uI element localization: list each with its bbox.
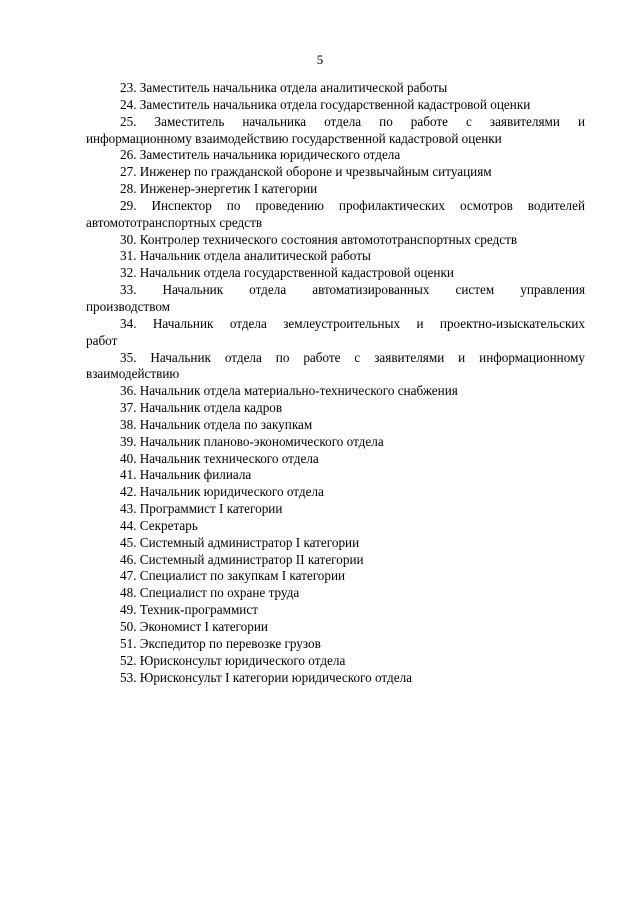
list-item (86, 602, 585, 619)
item-text-line2: автомототранспортных средств (86, 214, 263, 230)
list-item (86, 501, 585, 518)
list-item (86, 282, 585, 316)
item-number: 30. (120, 231, 137, 247)
list-item (86, 114, 585, 148)
item-text: Системный администратор I категории (139, 534, 360, 550)
list-item (86, 653, 585, 670)
list-item (86, 552, 585, 569)
list-item (86, 535, 585, 552)
item-number: 39. (120, 433, 137, 449)
item-text-line2: работ (86, 332, 118, 348)
list-item (86, 451, 585, 468)
item-text-line1: Начальник отдела землеустроительных и проектно-изыскательских (152, 315, 586, 331)
list-item (86, 198, 585, 232)
item-number: 44. (120, 517, 137, 533)
list-item (86, 484, 585, 501)
item-text-line1: Заместитель начальника отдела по работе с заявителями и (154, 113, 586, 129)
list-item (86, 80, 585, 97)
list-item (86, 568, 585, 585)
item-number: 51. (120, 635, 137, 651)
item-text: Экономист I категории (139, 619, 268, 634)
item-number: 43. (120, 501, 137, 517)
list-item (86, 97, 585, 114)
item-number: 48. (120, 585, 137, 601)
item-text: Техник-программист (139, 602, 258, 618)
list-item (86, 164, 585, 181)
list-item (86, 350, 585, 384)
item-first-line (86, 282, 585, 299)
page-number: 5 (316, 52, 324, 67)
item-number: 27. (120, 164, 137, 180)
item-number: 34. (120, 315, 137, 331)
item-text: Системный администратор II категории (139, 551, 364, 567)
list-item (86, 400, 585, 417)
item-number: 29. (120, 197, 137, 213)
item-text: Начальник технического отдела (139, 450, 319, 466)
list-item (86, 147, 585, 164)
item-first-line (86, 316, 585, 333)
item-text: Юрисконсульт юридического отдела (139, 652, 346, 668)
item-text: Начальник отдела аналитической работы (139, 248, 371, 264)
item-text: Программист I категории (139, 501, 283, 517)
list-item (86, 434, 585, 451)
item-number: 49. (120, 602, 137, 618)
list-item (86, 518, 585, 535)
list-item (86, 636, 585, 653)
item-number: 31. (120, 248, 137, 264)
item-text-line1: Начальник отдела автоматизированных систем управления (162, 282, 586, 298)
item-number: 45. (120, 534, 137, 550)
item-number: 41. (120, 467, 137, 483)
position-list (86, 80, 585, 686)
item-number: 33. (120, 282, 137, 298)
item-number: 36. (120, 383, 137, 399)
item-text: Начальник отдела государственной кадастровой оценки (139, 265, 454, 281)
item-first-line (86, 350, 585, 367)
item-text: Заместитель начальника юридического отдела (139, 147, 401, 163)
item-number: 38. (120, 416, 137, 432)
item-text: Специалист по охране труда (139, 585, 300, 601)
item-number: 53. (120, 669, 137, 685)
item-text-line1: Инспектор по проведению профилактических осмотров водителей (151, 197, 586, 213)
item-text: Начальник филиала (139, 467, 252, 483)
list-item (86, 383, 585, 400)
item-number: 50. (120, 619, 137, 634)
item-text: Начальник юридического отдела (139, 484, 324, 500)
item-number: 23. (120, 80, 137, 95)
list-item (86, 417, 585, 434)
item-text: Юрисконсульт I категории юридического отдела (139, 669, 413, 685)
item-text: Начальник отдела по закупкам (139, 416, 313, 432)
item-number: 42. (120, 484, 137, 500)
item-first-line (86, 114, 585, 131)
item-number: 46. (120, 551, 137, 567)
item-text: Начальник планово-экономического отдела (139, 433, 384, 449)
item-text: Начальник отдела кадров (139, 400, 283, 416)
item-text-line2: взаимодействию (86, 366, 180, 382)
list-item (86, 619, 585, 636)
item-text: Контролер технического состояния автомототранспортных средств (139, 231, 518, 247)
item-text: Инженер по гражданской обороне и чрезвычайным ситуациям (139, 164, 492, 180)
list-item (86, 585, 585, 602)
item-text: Специалист по закупкам I категории (139, 568, 346, 584)
item-text: Секретарь (139, 517, 198, 533)
item-number: 28. (120, 181, 137, 197)
item-text: Экспедитор по перевозке грузов (139, 635, 321, 651)
list-item (86, 467, 585, 484)
list-item (86, 670, 585, 687)
item-number: 47. (120, 568, 137, 584)
item-number: 40. (120, 450, 137, 466)
list-item (86, 265, 585, 282)
item-number: 52. (120, 652, 137, 668)
list-item (86, 232, 585, 249)
item-number: 32. (120, 265, 137, 281)
list-item (86, 248, 585, 265)
item-text: Заместитель начальника отдела аналитической работы (139, 80, 448, 95)
list-item (86, 316, 585, 350)
item-number: 25. (120, 113, 137, 129)
item-text: Заместитель начальника отдела государственной кадастровой оценки (139, 96, 531, 112)
item-text: Инженер-энергетик I категории (139, 181, 318, 197)
item-number: 26. (120, 147, 137, 163)
item-number: 37. (120, 400, 137, 416)
item-number: 24. (120, 96, 137, 112)
list-item (86, 181, 585, 198)
item-text: Начальник отдела материально-технического снабжения (139, 383, 458, 399)
item-text-line2: информационному взаимодействию государственной кадастровой оценки (86, 130, 502, 146)
item-first-line (86, 198, 585, 215)
item-text-line2: производством (86, 298, 171, 314)
item-text-line1: Начальник отдела по работе с заявителями и информационному (150, 349, 585, 365)
item-number: 35. (120, 349, 137, 365)
